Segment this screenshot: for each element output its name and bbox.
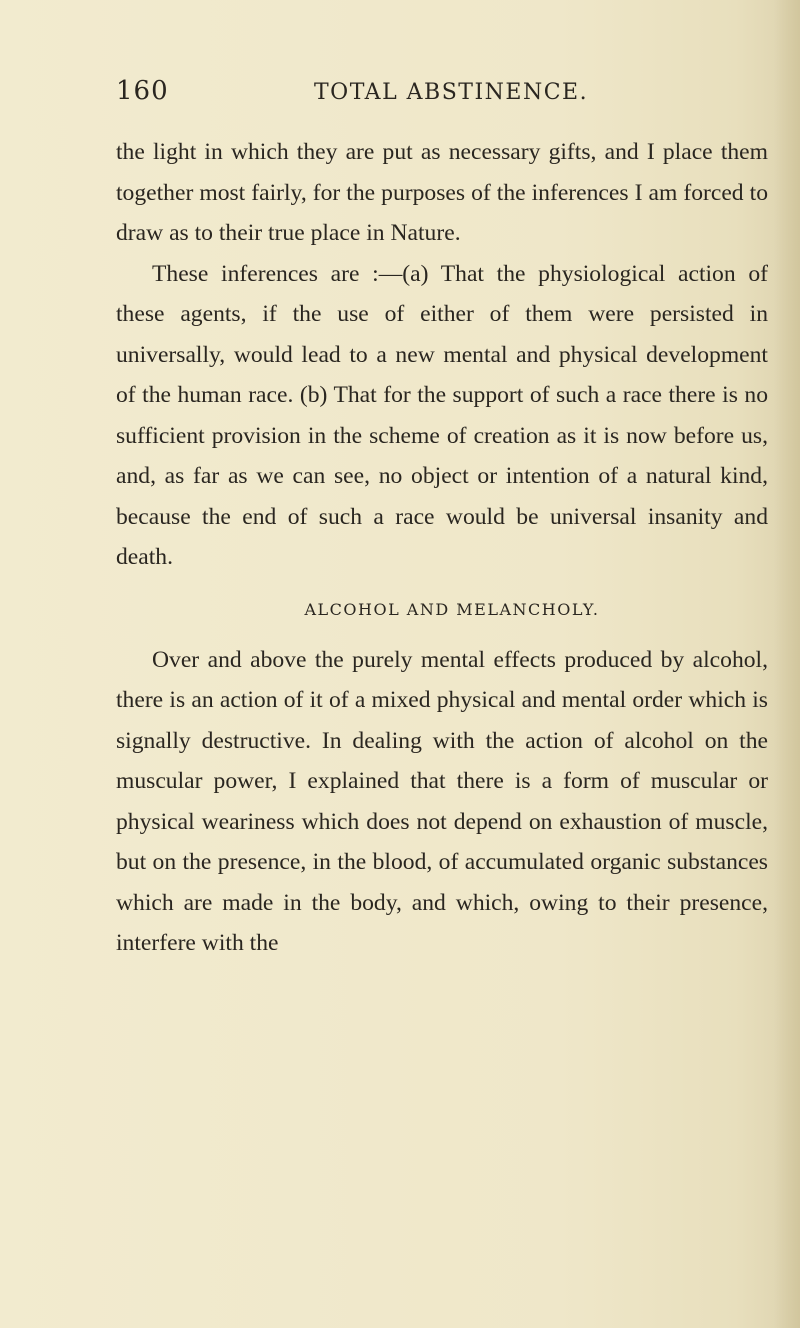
page-number: 160 [116,76,169,106]
paragraph-continuation: the light in which they are put as necessary gifts, and I place them together most fairly, for the purposes of the inferences I am forced to draw as to their true place in Nature. [116,139,768,246]
page-edge-shadow [774,0,800,1328]
paragraph-inferences: These inferences are :—(a) That the physiological action of these agents, if the use of either of them were persisted in universally, would lead to a new mental and physical development of the human race. (b) That for the support of such a race there is no sufficient provision in the scheme of creation as it is now before us, and, as far as we can see, no object or intention of a natural kind, because the end of such a race would be universal insanity and death. [116,260,768,570]
body-text [116,132,768,964]
running-head: TOTAL ABSTINENCE. [314,80,589,105]
page-header [116,76,716,116]
section-heading: ALCOHOL AND MELANCHOLY. [304,599,600,619]
paragraph-melancholy: Over and above the purely mental effects produced by alcohol, there is an action of it of a mixed physical and mental order which is signally destructive. In dealing with the action of alcohol on the muscular power, I explained that there is a form of muscular or physical weariness which does not depend on exhaustion of muscle, but on the presence, in the blood, of accumulated organic substances which are made in the body, and which, owing to their presence, interfere with the [116,646,768,956]
